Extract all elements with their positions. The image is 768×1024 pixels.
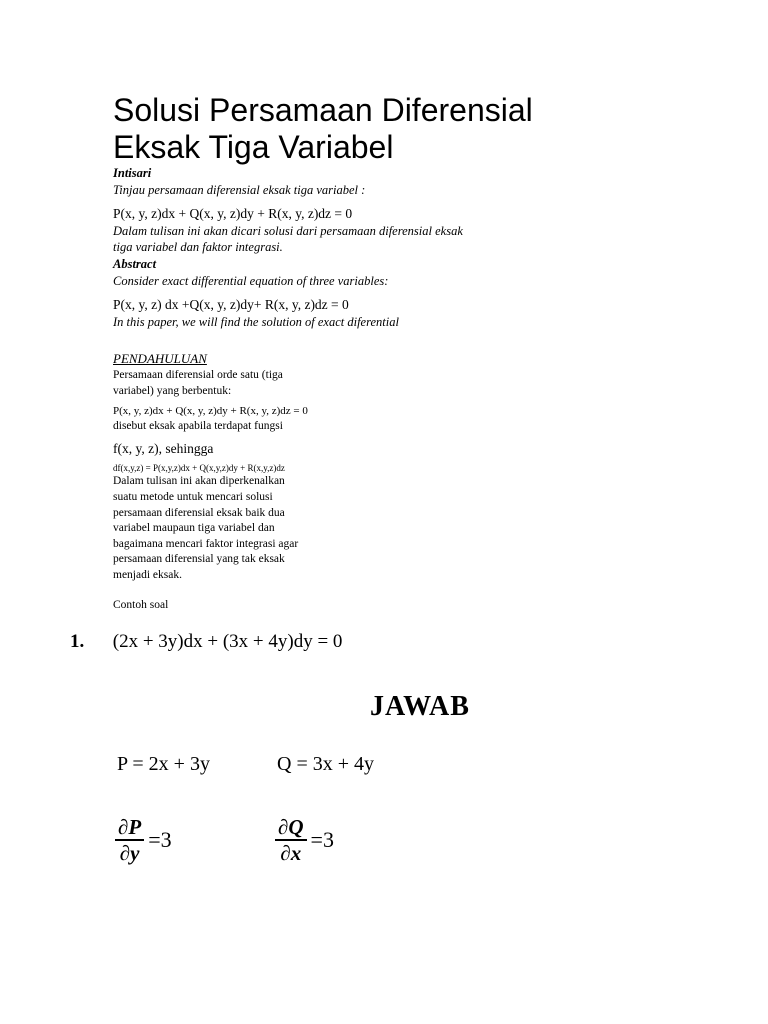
abstract-equation: P(x, y, z) dx +Q(x, y, z)dy+ R(x, y, z)dz = 0 <box>113 297 349 312</box>
abstract-text: In this paper, we will find the solution of exact diferential <box>113 315 399 329</box>
jawab-heading: JAWAB <box>370 691 470 722</box>
intisari-text-1: Dalam tulisan ini akan dicari solusi dari persamaan diferensial eksak <box>113 224 463 238</box>
pendahuluan-text-2: suatu metode untuk mencari solusi <box>113 491 273 503</box>
fraction-result: =3 <box>310 826 334 852</box>
p-definition: P = 2x + 3y <box>117 753 210 775</box>
pendahuluan-line-3: disebut eksak apabila terdapat fungsi <box>113 420 283 432</box>
fraction-numerator: ∂P <box>118 815 142 839</box>
fraction-numerator: ∂Q <box>278 815 304 839</box>
title-line-2: Eksak Tiga Variabel <box>113 129 394 165</box>
problem-1 <box>70 630 342 654</box>
intisari-intro: Tinjau persamaan diferensial eksak tiga variabel : <box>113 183 366 197</box>
pendahuluan-text-3: persamaan diferensial eksak baik dua <box>113 507 285 519</box>
problem-number: 1. <box>70 631 85 652</box>
function-f: f(x, y, z), sehingga <box>113 441 214 456</box>
pendahuluan-line-2: variabel) yang berbentuk: <box>113 385 232 397</box>
fraction-dp-dy <box>115 815 144 865</box>
pendahuluan-equation: P(x, y, z)dx + Q(x, y, z)dy + R(x, y, z)dz = 0 <box>113 405 308 417</box>
fraction-denominator: ∂y <box>119 840 140 865</box>
problem-equation: (2x + 3y)dx + (3x + 4y)dy = 0 <box>112 631 343 652</box>
pendahuluan-text-7: menjadi eksak. <box>113 569 182 581</box>
pendahuluan-heading: PENDAHULUAN <box>113 351 207 366</box>
intisari-equation: P(x, y, z)dx + Q(x, y, z)dy + R(x, y, z)dz = 0 <box>113 206 353 221</box>
fraction-denominator: ∂x <box>280 840 302 865</box>
abstract-heading: Abstract <box>113 257 157 271</box>
pendahuluan-text-4: variabel maupaun tiga variabel dan <box>113 522 275 534</box>
partial-q-over-x <box>275 815 334 865</box>
intisari-text-2: tiga variabel dan faktor integrasi. <box>113 240 283 254</box>
fraction-dq-dx <box>275 815 307 865</box>
pendahuluan-line-1: Persamaan diferensial orde satu (tiga <box>113 369 283 381</box>
title-line-1: Solusi Persamaan Diferensial <box>113 92 533 128</box>
q-definition: Q = 3x + 4y <box>277 753 375 775</box>
intisari-heading: Intisari <box>113 166 152 180</box>
pendahuluan-text-6: persamaan diferensial yang tak eksak <box>113 553 285 565</box>
fraction-result: =3 <box>148 826 172 852</box>
abstract-intro: Consider exact differential equation of three variables: <box>113 274 389 288</box>
contoh-soal-label: Contoh soal <box>113 599 169 611</box>
total-differential: df(x,y,z) = P(x,y,z)dx + Q(x,y,z)dy + R(x,y,z)dz <box>113 463 285 473</box>
pendahuluan-text-1: Dalam tulisan ini akan diperkenalkan <box>113 475 285 487</box>
partial-p-over-y <box>115 815 172 865</box>
paper-title <box>113 92 533 166</box>
pendahuluan-text-5: bagaimana mencari faktor integrasi agar <box>113 538 299 550</box>
